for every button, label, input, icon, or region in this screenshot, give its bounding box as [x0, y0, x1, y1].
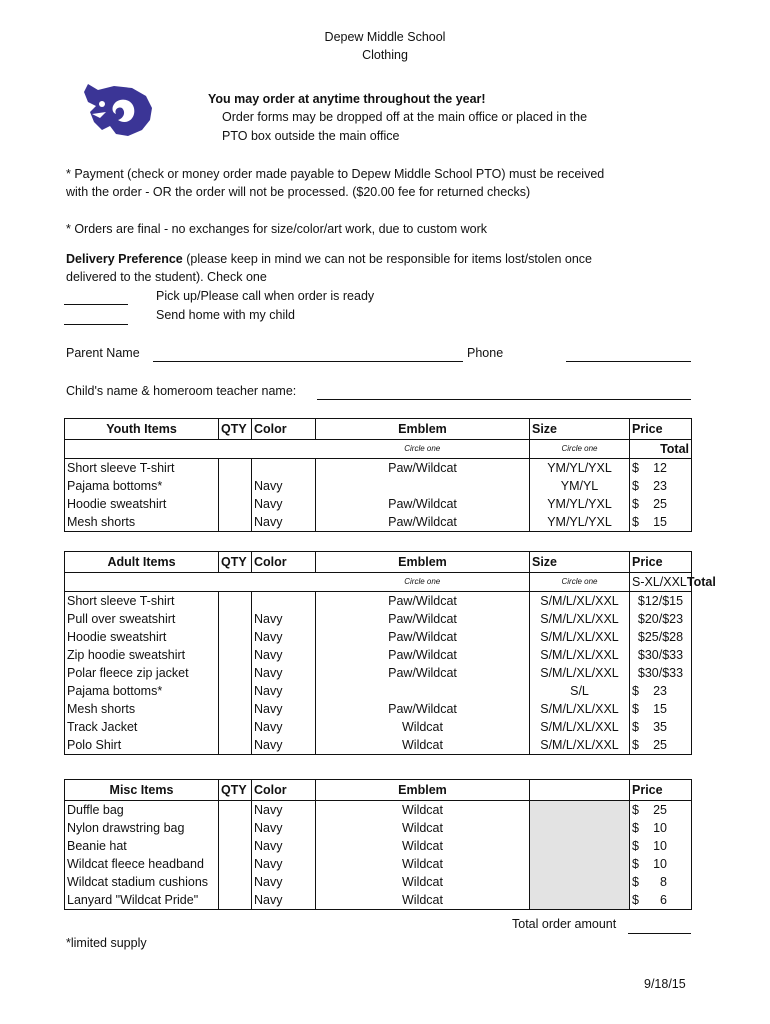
item-name: Polar fleece zip jacket — [65, 664, 219, 682]
table-row — [65, 819, 692, 837]
size-cell[interactable]: S/M/L/XL/XXL — [530, 700, 630, 718]
option-pickup: Pick up/Please call when order is ready — [156, 289, 375, 303]
table-row — [65, 610, 692, 628]
school-name: Depew Middle School — [324, 30, 446, 44]
emblem-cell: Wildcat — [316, 873, 530, 891]
shaded-cell — [530, 837, 630, 855]
qty-cell[interactable] — [219, 459, 252, 478]
item-name: Wildcat fleece headband — [65, 855, 219, 873]
qty-cell[interactable] — [219, 610, 252, 628]
misc-col-color: Color — [252, 780, 316, 801]
emblem-cell[interactable]: Paw/Wildcat — [316, 495, 530, 513]
color-cell: Navy — [252, 801, 316, 820]
headline: You may order at anytime throughout the year! — [208, 92, 486, 106]
parent-name-field[interactable] — [153, 361, 463, 362]
emblem-cell: Wildcat — [316, 718, 530, 736]
adult-col-price: Price — [630, 552, 692, 573]
emblem-cell: Wildcat — [316, 837, 530, 855]
item-name: Hoodie sweatshirt — [65, 628, 219, 646]
price-value: 15 — [653, 702, 667, 716]
currency: $ — [632, 857, 639, 871]
adult-size-circle: Circle one — [530, 573, 630, 592]
price-value: 35 — [653, 720, 667, 734]
table-row — [65, 682, 692, 700]
currency: $ — [632, 803, 639, 817]
emblem-cell[interactable]: Paw/Wildcat — [316, 610, 530, 628]
price-cell — [630, 819, 692, 837]
shaded-cell — [530, 891, 630, 910]
item-name: Mesh shorts — [65, 513, 219, 532]
table-row — [65, 700, 692, 718]
size-cell[interactable]: S/L — [530, 682, 630, 700]
qty-cell[interactable] — [219, 736, 252, 755]
color-cell: Navy — [252, 477, 316, 495]
adult-col-color: Color — [252, 552, 316, 573]
size-cell[interactable]: YM/YL/YXL — [530, 459, 630, 478]
size-cell[interactable]: S/M/L/XL/XXL — [530, 646, 630, 664]
emblem-cell: Wildcat — [316, 855, 530, 873]
currency: $ — [632, 738, 639, 752]
currency: $ — [632, 821, 639, 835]
emblem-cell[interactable]: Paw/Wildcat — [316, 700, 530, 718]
qty-cell[interactable] — [219, 513, 252, 532]
price-cell — [630, 855, 692, 873]
item-name: Zip hoodie sweatshirt — [65, 646, 219, 664]
currency: $ — [632, 875, 639, 889]
shaded-cell — [530, 873, 630, 891]
item-name: Pajama bottoms* — [65, 477, 219, 495]
qty-cell[interactable] — [219, 664, 252, 682]
adult-col-qty: QTY — [219, 552, 252, 573]
price-value: 25 — [653, 738, 667, 752]
qty-cell[interactable] — [219, 873, 252, 891]
table-row — [65, 855, 692, 873]
limited-supply-note: *limited supply — [66, 936, 147, 950]
item-name: Duffle bag — [65, 801, 219, 820]
currency: $ — [632, 497, 639, 511]
payment-note-2: with the order - OR the order will not be processed. ($20.00 fee for returned checks) — [66, 185, 531, 199]
price-value: 12 — [653, 461, 667, 475]
qty-cell[interactable] — [219, 718, 252, 736]
price-cell — [630, 477, 692, 495]
color-cell: Navy — [252, 718, 316, 736]
price-value: 6 — [660, 893, 667, 907]
price-cell — [630, 700, 692, 718]
price-value: 10 — [653, 821, 667, 835]
adult-col-emblem: Emblem — [316, 552, 530, 573]
delivery-text: (please keep in mind we can not be responsible for items lost/stolen once — [182, 252, 593, 266]
shaded-cell — [530, 801, 630, 820]
emblem-cell: Wildcat — [316, 736, 530, 755]
misc-col-item: Misc Items — [65, 780, 219, 801]
youth-items-table — [64, 418, 692, 532]
payment-note-1: * Payment (check or money order made payable to Depew Middle School PTO) must be received — [66, 167, 605, 181]
adult-col-size: Size — [530, 552, 630, 573]
currency: $ — [632, 839, 639, 853]
pickup-check-line[interactable] — [64, 304, 128, 305]
price-value: 8 — [660, 875, 667, 889]
wildcat-logo — [80, 82, 156, 138]
emblem-cell: Wildcat — [316, 891, 530, 910]
color-cell: Navy — [252, 891, 316, 910]
price-cell: $30/$33 — [630, 646, 692, 664]
color-cell: Navy — [252, 736, 316, 755]
price-cell — [630, 736, 692, 755]
price-value: 15 — [653, 515, 667, 529]
item-name: Pajama bottoms* — [65, 682, 219, 700]
final-note: * Orders are final - no exchanges for size/color/art work, due to custom work — [66, 222, 488, 236]
parent-name-label: Parent Name — [66, 346, 140, 360]
price-cell — [630, 837, 692, 855]
price-cell — [630, 873, 692, 891]
table-row — [65, 837, 692, 855]
option-home: Send home with my child — [156, 308, 295, 322]
color-cell: Navy — [252, 513, 316, 532]
color-cell: Navy — [252, 873, 316, 891]
adult-price-total-cell — [630, 573, 716, 592]
item-name: Lanyard "Wildcat Pride" — [65, 891, 219, 910]
price-cell: $25/$28 — [630, 628, 692, 646]
table-row — [65, 891, 692, 910]
price-value: 23 — [653, 479, 667, 493]
color-cell: Navy — [252, 495, 316, 513]
adult-emblem-circle: Circle one — [316, 573, 530, 592]
shaded-cell — [530, 855, 630, 873]
color-cell: Navy — [252, 628, 316, 646]
table-row — [65, 873, 692, 891]
youth-header-row — [65, 419, 692, 440]
table-row — [65, 801, 692, 820]
color-cell: Navy — [252, 700, 316, 718]
home-check-line[interactable] — [64, 324, 128, 325]
currency: $ — [632, 893, 639, 907]
emblem-cell[interactable]: Paw/Wildcat — [316, 513, 530, 532]
item-name: Mesh shorts — [65, 700, 219, 718]
color-cell: Navy — [252, 819, 316, 837]
currency: $ — [632, 720, 639, 734]
price-cell: $30/$33 — [630, 664, 692, 682]
delivery-note-2: delivered to the student). Check one — [66, 270, 267, 284]
color-cell: Navy — [252, 664, 316, 682]
misc-col-emblem: Emblem — [316, 780, 530, 801]
youth-size-circle: Circle one — [530, 440, 630, 459]
color-cell: Navy — [252, 682, 316, 700]
size-cell[interactable]: S/M/L/XL/XXL — [530, 628, 630, 646]
size-cell[interactable]: S/M/L/XL/XXL — [530, 736, 630, 755]
youth-emblem-circle: Circle one — [316, 440, 530, 459]
price-cell: $12/$15 — [630, 592, 692, 611]
table-row — [65, 628, 692, 646]
size-cell[interactable]: YM/YL — [530, 477, 630, 495]
table-row — [65, 513, 692, 532]
total-order-label: Total order amount — [512, 917, 617, 931]
currency: $ — [632, 461, 639, 475]
form-subtitle: Clothing — [362, 48, 408, 62]
emblem-cell — [316, 682, 530, 700]
adult-sub-row — [65, 573, 692, 592]
youth-col-size: Size — [530, 419, 630, 440]
youth-total-label: Total — [630, 440, 692, 459]
size-cell[interactable]: S/M/L/XL/XXL — [530, 664, 630, 682]
price-cell — [630, 718, 692, 736]
child-name-label: Child's name & homeroom teacher name: — [66, 384, 297, 398]
adult-header-row — [65, 552, 692, 573]
adult-total-label: Total — [686, 575, 716, 589]
item-name: Polo Shirt — [65, 736, 219, 755]
color-cell — [252, 592, 316, 611]
color-cell: Navy — [252, 646, 316, 664]
misc-col-price: Price — [630, 780, 692, 801]
emblem-cell — [316, 477, 530, 495]
emblem-cell[interactable]: Paw/Wildcat — [316, 664, 530, 682]
phone-label: Phone — [467, 346, 504, 360]
qty-cell[interactable] — [219, 837, 252, 855]
qty-cell[interactable] — [219, 700, 252, 718]
qty-cell[interactable] — [219, 682, 252, 700]
table-row — [65, 459, 692, 478]
currency: $ — [632, 684, 639, 698]
table-row — [65, 592, 692, 611]
table-row — [65, 718, 692, 736]
youth-col-price: Price — [630, 419, 692, 440]
price-cell — [630, 891, 692, 910]
qty-cell[interactable] — [219, 855, 252, 873]
color-cell: Navy — [252, 837, 316, 855]
size-cell[interactable]: S/M/L/XL/XXL — [530, 592, 630, 611]
delivery-heading: Delivery Preference — [66, 252, 183, 266]
form-date: 9/18/15 — [644, 977, 686, 991]
item-name: Beanie hat — [65, 837, 219, 855]
color-cell — [252, 459, 316, 478]
qty-cell[interactable] — [219, 477, 252, 495]
emblem-cell[interactable]: Paw/Wildcat — [316, 646, 530, 664]
misc-col-blank — [530, 780, 630, 801]
currency: $ — [632, 479, 639, 493]
emblem-cell: Wildcat — [316, 801, 530, 820]
price-cell — [630, 459, 692, 478]
size-cell[interactable]: YM/YL/YXL — [530, 495, 630, 513]
phone-field[interactable] — [566, 361, 691, 362]
size-cell[interactable]: S/M/L/XL/XXL — [530, 718, 630, 736]
misc-items-table — [64, 779, 692, 910]
price-value: 10 — [653, 839, 667, 853]
shaded-cell — [530, 819, 630, 837]
youth-col-item: Youth Items — [65, 419, 219, 440]
adult-price-sizes: S-XL/XXL — [632, 575, 687, 589]
total-order-field[interactable] — [628, 933, 691, 934]
table-row — [65, 495, 692, 513]
emblem-cell[interactable]: Paw/Wildcat — [316, 459, 530, 478]
price-value: 25 — [653, 497, 667, 511]
currency: $ — [632, 702, 639, 716]
price-cell — [630, 495, 692, 513]
qty-cell[interactable] — [219, 628, 252, 646]
qty-cell[interactable] — [219, 801, 252, 820]
child-name-field[interactable] — [317, 399, 691, 400]
dropoff-line-1: Order forms may be dropped off at the main office or placed in the — [222, 110, 588, 124]
dropoff-line-2: PTO box outside the main office — [222, 129, 400, 143]
misc-header-row — [65, 780, 692, 801]
price-cell — [630, 801, 692, 820]
item-name: Short sleeve T-shirt — [65, 459, 219, 478]
item-name: Pull over sweatshirt — [65, 610, 219, 628]
delivery-note-1 — [66, 252, 592, 266]
youth-col-qty: QTY — [219, 419, 252, 440]
price-cell — [630, 682, 692, 700]
price-value: 25 — [653, 803, 667, 817]
size-cell[interactable]: S/M/L/XL/XXL — [530, 610, 630, 628]
table-row — [65, 646, 692, 664]
price-cell: $20/$23 — [630, 610, 692, 628]
size-cell[interactable]: YM/YL/YXL — [530, 513, 630, 532]
youth-sub-row — [65, 440, 692, 459]
qty-cell[interactable] — [219, 495, 252, 513]
price-cell — [630, 513, 692, 532]
adult-items-table — [64, 551, 716, 755]
item-name: Short sleeve T-shirt — [65, 592, 219, 611]
item-name: Wildcat stadium cushions — [65, 873, 219, 891]
item-name: Track Jacket — [65, 718, 219, 736]
price-value: 10 — [653, 857, 667, 871]
item-name: Nylon drawstring bag — [65, 819, 219, 837]
color-cell: Navy — [252, 855, 316, 873]
table-row — [65, 736, 692, 755]
misc-col-qty: QTY — [219, 780, 252, 801]
table-row — [65, 477, 692, 495]
emblem-cell[interactable]: Paw/Wildcat — [316, 592, 530, 611]
qty-cell[interactable] — [219, 646, 252, 664]
color-cell: Navy — [252, 610, 316, 628]
qty-cell[interactable] — [219, 592, 252, 611]
adult-col-item: Adult Items — [65, 552, 219, 573]
table-row — [65, 664, 692, 682]
qty-cell[interactable] — [219, 891, 252, 910]
currency: $ — [632, 515, 639, 529]
item-name: Hoodie sweatshirt — [65, 495, 219, 513]
price-value: 23 — [653, 684, 667, 698]
youth-col-color: Color — [252, 419, 316, 440]
emblem-cell[interactable]: Paw/Wildcat — [316, 628, 530, 646]
qty-cell[interactable] — [219, 819, 252, 837]
youth-col-emblem: Emblem — [316, 419, 530, 440]
emblem-cell: Wildcat — [316, 819, 530, 837]
